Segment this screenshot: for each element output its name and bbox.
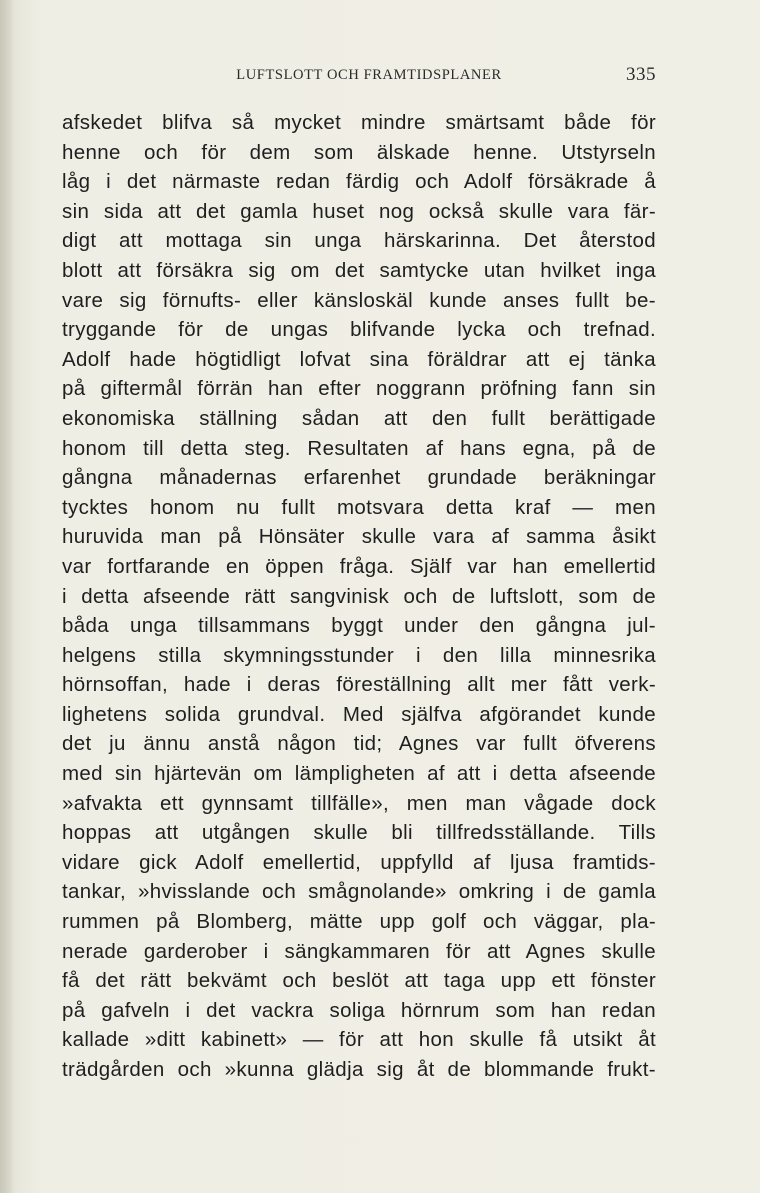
text-line: låg i det närmaste redan färdig och Adolf försäkrade å [62,170,656,194]
text-line: honom till detta steg. Resultaten af hans egna, på de [62,436,656,460]
text-line: tryggande för de ungas blifvande lycka och trefnad. [62,318,656,342]
text-line: »afvakta ett gynnsamt tillfälle», men man vågade dock [62,791,656,815]
text-line: i detta afseende rätt sangvinisk och de luftslott, som de [62,584,656,608]
text-line: digt att mottaga sin unga härskarinna. Det återstod [62,229,656,253]
text-line: tankar, »hvisslande och smågnolande» omkring i de gamla [62,880,656,904]
text-line: på giftermål förrän han efter noggrann pröfning fann sin [62,377,656,401]
text-line: rummen på Blomberg, mätte upp golf och väggar, pla- [62,910,656,934]
gutter-shadow [0,0,14,1193]
text-line: Adolf hade högtidligt lofvat sina föräldrar att ej tänka [62,347,656,371]
body-text [62,108,656,1085]
text-line: var fortfarande en öppen fråga. Själf var han emellertid [62,554,656,578]
text-line: helgens stilla skymningsstunder i den lilla minnesrika [62,643,656,667]
text-line: på gafveln i det vackra soliga hörnrum som han redan [62,998,656,1022]
text-line: blott att försäkra sig om det samtycke utan hvilket inga [62,258,656,282]
text-line: huruvida man på Hönsäter skulle vara af samma åsikt [62,525,656,549]
text-line: kallade »ditt kabinett» — för att hon skulle få utsikt åt [62,1028,656,1052]
page-number: 335 [626,64,656,85]
text-line: vare sig förnufts- eller känsloskäl kunde anses fullt be- [62,288,656,312]
text-line: tycktes honom nu fullt motsvara detta kraf — men [62,495,656,519]
text-line: hörnsoffan, hade i deras föreställning allt mer fått verk- [62,673,656,697]
running-title: LUFTSLOTT OCH FRAMTIDSPLANER [236,67,502,83]
text-line: nerade garderober i sängkammaren för att Agnes skulle [62,939,656,963]
text-line: med sin hjärtevän om lämpligheten af att i detta afseende [62,762,656,786]
text-line: få det rätt bekvämt och beslöt att taga upp ett fönster [62,969,656,993]
text-line: ekonomiska ställning sådan att den fullt berättigade [62,406,656,430]
running-head [62,64,656,88]
text-line: båda unga tillsammans byggt under den gångna jul- [62,614,656,638]
text-line: lighetens solida grundval. Med själfva afgörandet kunde [62,702,656,726]
text-line: hoppas att utgången skulle bli tillfredsställande. Tills [62,821,656,845]
text-line: det ju ännu anstå någon tid; Agnes var fullt öfverens [62,732,656,756]
text-line: gångna månadernas erfarenhet grundade beräkningar [62,466,656,490]
text-line: henne och för dem som älskade henne. Utstyrseln [62,140,656,164]
text-line: vidare gick Adolf emellertid, uppfylld af ljusa framtids- [62,850,656,874]
text-line: afskedet blifva så mycket mindre smärtsamt både för [62,111,656,134]
text-line: sin sida att det gamla huset nog också skulle vara fär- [62,199,656,223]
text-line: trädgården och »kunna glädja sig åt de blommande frukt- [62,1058,656,1081]
